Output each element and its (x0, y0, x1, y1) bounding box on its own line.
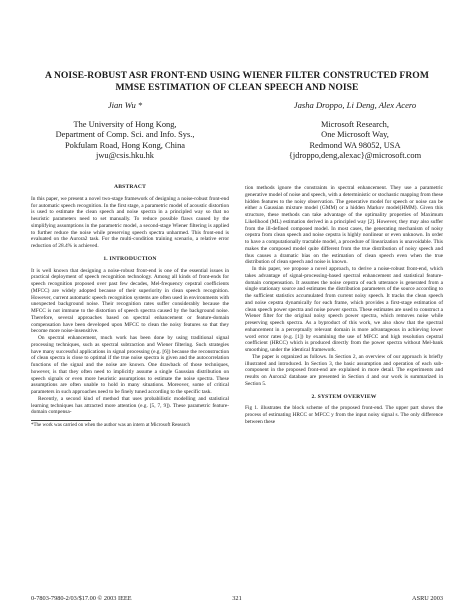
intro-paragraph-2: On spectral enhancement, much work has been done by using traditional signal processing techniques, such as spectral subtraction and Wiener filtering. Such strategies have many successful applications in signal processing (e.g. [6]) because the reconstruction of clean spectra is close to optimal if the true noise spectra is given and the autocorrelation functions of the signal and the noise are known. One drawback of those techniques, however, is that they often need to implicitly assume a single Gaussian distribution on speech signals or even more heuristic assumptions to estimate the noise spectra. These assumptions are often unable to hold in many situations. Moreover, some of critical parameters in such approaches need to be finely tuned according to the specific task. (31, 335, 229, 395)
intro-paragraph-1: It is well known that designing a noise-robust front-end is one of the essential issues in practical deployment of speech recognition technology. Among all kinds of front-ends for speech recognition proposed over past few decades, Mel-frequency cepstral coefficients (MFCC) are widely adopted because of their superiority in clean speech recognition. However, current automatic speech recognition systems are often used in environments with unexpected background noise. Their recognition rates suffer considerably because the MFCC is not immune to the distortion of speech spectra caused by the background noise. Therefore, several approaches based on spectral enhancement or feature-domain compensation have been developed upon MFCC to clean the noisy features so that they become more noise-insensitive. (31, 267, 229, 335)
affiliation-line: Department of Comp. Sci. and Info. Sys., (55, 130, 195, 140)
title-line-1: A NOISE-ROBUST ASR FRONT-END USING WIENER FILTER CONSTRUCTED FROM (45, 70, 429, 81)
footer-isbn: 0-7803-7980-2/03/$17.00 © 2003 IEEE (31, 595, 132, 602)
affiliation-line: The University of Hong Kong, (73, 120, 177, 130)
abstract-text: In this paper, we present a novel two-stage framework of designing a noise-robust front-end for automatic speech recognition. In the first stage, a parametric model of acoustic distortion is used to estimate the clean speech and noise spectra in a principled way so that no heuristic parameters need to set manually. To reduce possible flaws caused by the simplifying assumptions in the parametric model, a second-stage Wiener filtering is applied to further reduce the noise while preserving speech spectra unharmed. This front-end is evaluated on the Aurora2 task. For the multi-condition training scenario, a relative error reduction of 28.4% is achieved. (31, 195, 229, 249)
page-number: 321 (232, 595, 242, 602)
abstract-heading: ABSTRACT (113, 184, 147, 190)
affiliation-line: Pokfulam Road, Hong Kong, China (64, 140, 186, 150)
affiliation-line: One Microsoft Way, (321, 130, 389, 140)
intro-heading: 1. INTRODUCTION (103, 255, 157, 262)
body-paragraph-3: The paper is organized as follows. In Section 2, an overview of our approach is briefly illustrated and introduced. In Section 3, the basic assumption and operation of each sub-component in the proposed front-end are explained in more detail. The experiments and results on Aurora2 database are presented in Section 4 and our work is summarized in Section 5. (245, 353, 443, 387)
footnote: *The work was carried on when the author was an intern at Microsoft Research (31, 423, 190, 428)
intro-paragraph-3: Recently, a second kind of method that uses probabilistic modelling and statistical learning techniques has attracted more attention (e.g. [5, 7, 9]). These parametric feature-domain compensa- (31, 395, 229, 416)
right-column (245, 185, 443, 426)
author-block-left (35, 100, 215, 161)
footnote-divider (31, 420, 91, 421)
affiliation-line: Microsoft Research, (321, 120, 389, 130)
author-email: {jdroppo,deng,alexac}@microsoft.com (288, 150, 422, 160)
author-block-right (260, 100, 450, 161)
body-paragraph-1: tion methods ignore the constraints in spectral enhancement. They use a parametric generative model of noise and speech, with a deterministic or stochastic mapping from these hidden features to the noisy observation. The generative model for speech or noise can be either a Gaussian mixture model (GMM) or a hidden Markov model(HMM). Given this structure, these methods can take advantage of the optimality properties of Maximum Likelihood (ML) estimation derived in a principled way [2]. However, they may also suffer from the ill-defined composed model. In most cases, the generating mechanism of noisy cepstra from clean speech and noise cepstra is highly nonlinear or even unknown. In order to have a computationally tractable model, a procedure of linearization is unavoidable. This makes the composed model quite different from the true distribution of noisy speech and thus causes a dramatic bias on the estimation of clean speech even when the true distribution of clean speech and noise is known. (245, 185, 443, 266)
author-email: jwu@csis.hku.hk (96, 150, 154, 160)
affiliation-line: Redmond WA 98052, USA (309, 140, 401, 150)
author-name: Jian Wu * (107, 100, 143, 110)
system-overview-heading: 2. SYSTEM OVERVIEW (311, 393, 377, 400)
footer-venue: ASRU 2003 (412, 595, 443, 602)
left-column (31, 184, 229, 429)
title-line-2: MMSE ESTIMATION OF CLEAN SPEECH AND NOISE (115, 81, 359, 93)
author-name: Jasha Droppo, Li Deng, Alex Acero (293, 100, 417, 110)
system-overview-text: Fig 1. illustrates the block scheme of the proposed front-end. The upper part shows the process of estimating HRCC or MFCC y from the input noisy signal s. The only difference between these (245, 405, 443, 425)
body-paragraph-2: In this paper, we propose a novel approach, to derive a noise-robust front-end, which takes advantage of signal-processing-based spectral enhancement and statistical feature-domain compensation. It assumes the noise cepstra of each utterance is generated from a single stationary source and estimates the distribution parameters of the source according to the sufficient statistics accumulated from current noisy speech. It tracks the clean speech and noise cepstra dynamically for each frame, which provides a first-stage estimation of clean speech power spectra and noise power spectra. These estimates are used to construct a Wiener filter for the original noisy speech power spectra, which removes noise while preserving speech spectra. As a byproduct of this work, we also show that the spectral enhancement in a perceptually relevant domain is more advantageous in achieving lower word error rates (e.g. [1]) by examining the use of MFCC and high resolution cepstral coefficient (HRCC) which is produced directly from the power spectra without Mel-bank smoothing, under the identical framework. (245, 266, 443, 353)
paper-title (30, 70, 444, 93)
